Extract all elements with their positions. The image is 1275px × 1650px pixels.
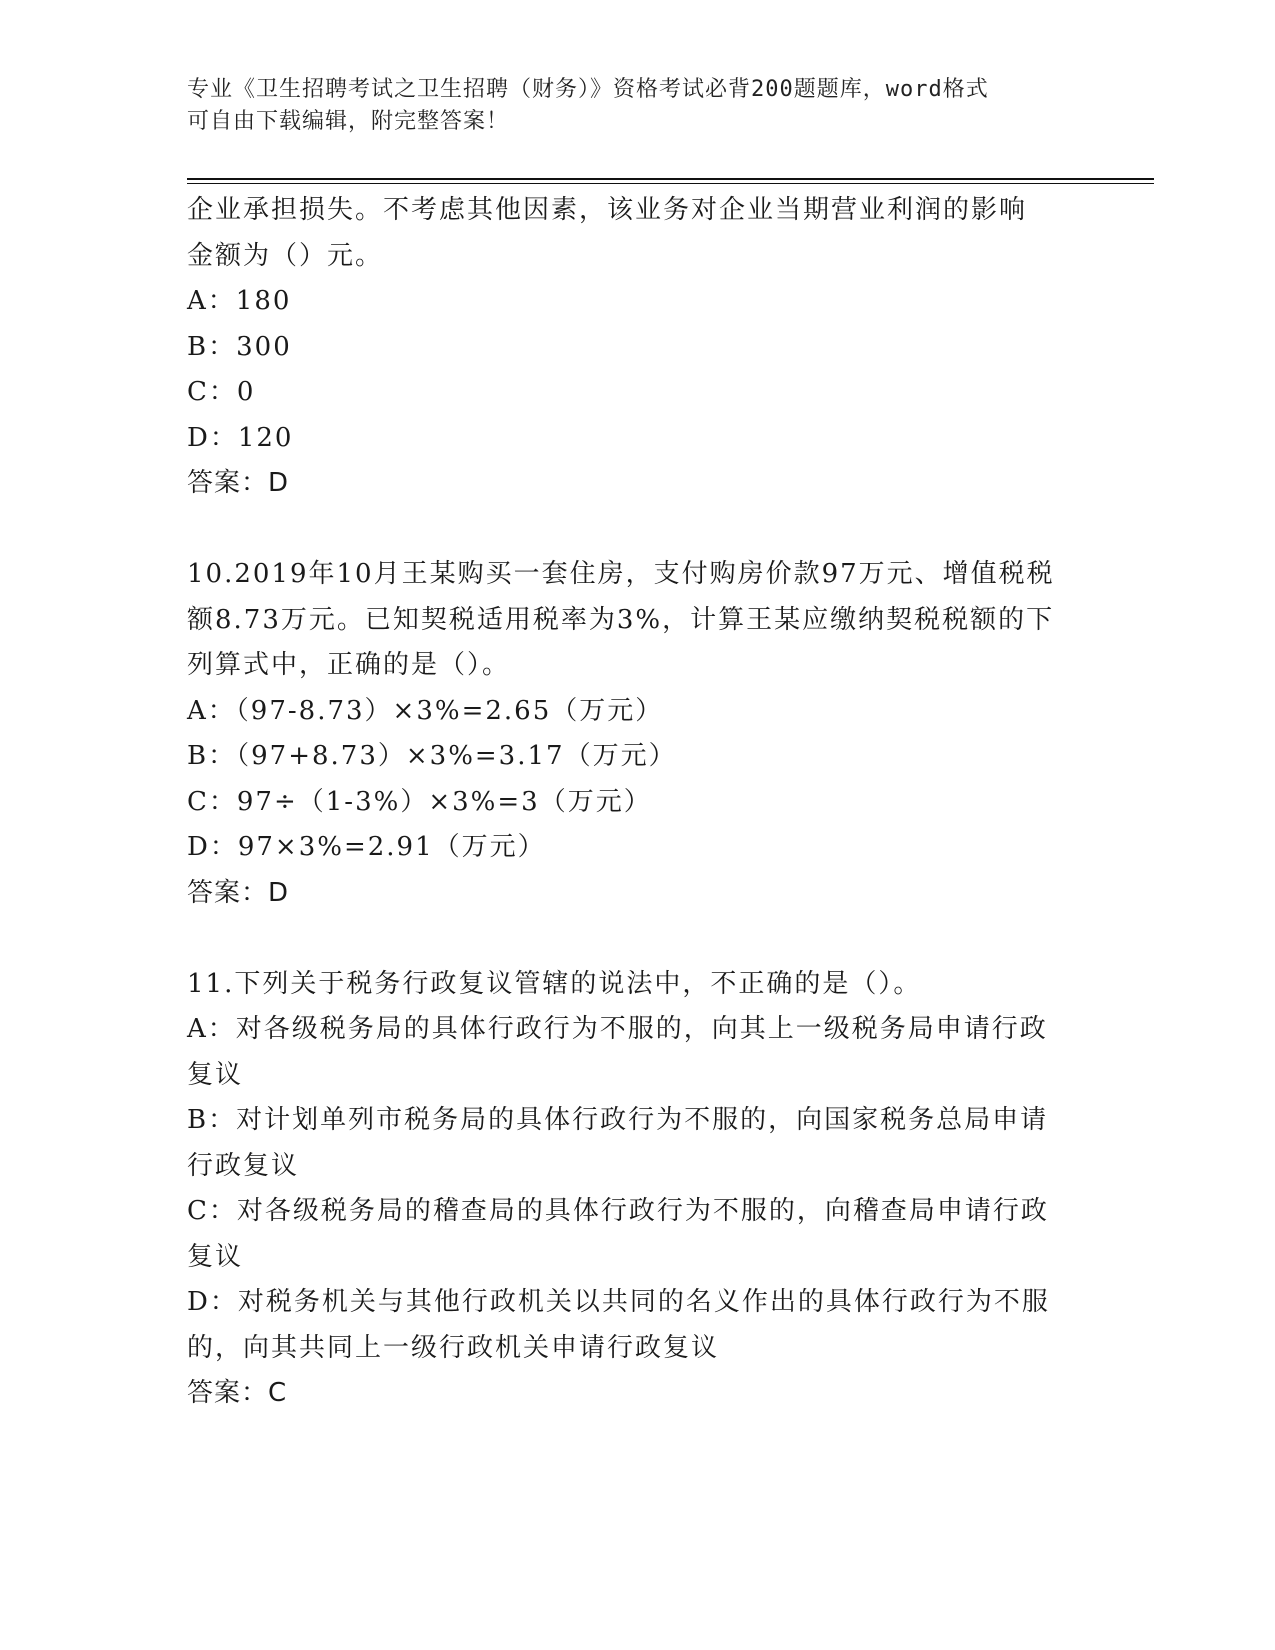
question-stem-line: 10.2019年10月王某购买一套住房，支付购房价款97万元、增值税税 bbox=[187, 559, 1055, 589]
spacer bbox=[187, 507, 1087, 553]
option-d: D：对税务机关与其他行政机关以共同的名义作出的具体行政行为不服 bbox=[187, 1287, 1050, 1317]
question-stem-line: 11.下列关于税务行政复议管辖的说法中，不正确的是（）。 bbox=[187, 968, 922, 999]
question-stem-line: 列算式中，正确的是（）。 bbox=[187, 650, 511, 680]
option-c: C：97÷（1-3%）×3%=3（万元） bbox=[187, 786, 652, 817]
spacer bbox=[187, 916, 1087, 962]
header-title-line-1: 专业《卫生招聘考试之卫生招聘（财务）》资格考试必背200题题库，word格式 bbox=[187, 77, 989, 102]
option-b: B：300 bbox=[187, 331, 292, 362]
option-d-continued: 的，向其共同上一级行政机关申请行政复议 bbox=[187, 1332, 720, 1363]
header-title-line-2: 可自由下载编辑，附完整答案！ bbox=[187, 109, 510, 134]
option-c: C：对各级税务局的稽查局的具体行政行为不服的，向稽查局申请行政 bbox=[187, 1196, 1049, 1226]
header-divider-thin bbox=[187, 183, 1154, 184]
option-d: D：120 bbox=[187, 422, 294, 453]
question-10 bbox=[187, 552, 1087, 916]
option-a: A：对各级税务局的具体行政行为不服的，向其上一级税务局申请行政 bbox=[187, 1014, 1048, 1044]
option-a: A：（97-8.73）×3%=2.65（万元） bbox=[187, 695, 664, 726]
page-header bbox=[187, 74, 1087, 138]
option-b-continued: 行政复议 bbox=[187, 1150, 300, 1181]
question-stem-line: 额8.73万元。已知契税适用税率为3%，计算王某应缴纳契税税额的下 bbox=[187, 604, 1055, 635]
option-a-continued: 复议 bbox=[187, 1059, 244, 1090]
option-c: C：0 bbox=[187, 377, 256, 407]
answer-label: 答案：D bbox=[187, 468, 290, 498]
option-b: B：（97+8.73）×3%=3.17（万元） bbox=[187, 741, 677, 771]
question-stem-line: 金额为（）元。 bbox=[187, 240, 384, 271]
question-9 bbox=[187, 188, 1087, 507]
option-a: A：180 bbox=[187, 286, 292, 316]
answer-label: 答案：D bbox=[187, 877, 290, 908]
question-stem-line: 企业承担损失。不考虑其他因素，该业务对企业当期营业利润的影响 bbox=[187, 195, 1028, 225]
answer-label: 答案：C bbox=[187, 1378, 288, 1408]
question-11 bbox=[187, 962, 1087, 1417]
option-b: B：对计划单列市税务局的具体行政行为不服的，向国家税务总局申请 bbox=[187, 1105, 1049, 1135]
option-d: D：97×3%=2.91（万元） bbox=[187, 832, 546, 862]
option-c-continued: 复议 bbox=[187, 1241, 244, 1272]
header-divider-thick bbox=[187, 178, 1154, 180]
document-body bbox=[187, 188, 1087, 1417]
